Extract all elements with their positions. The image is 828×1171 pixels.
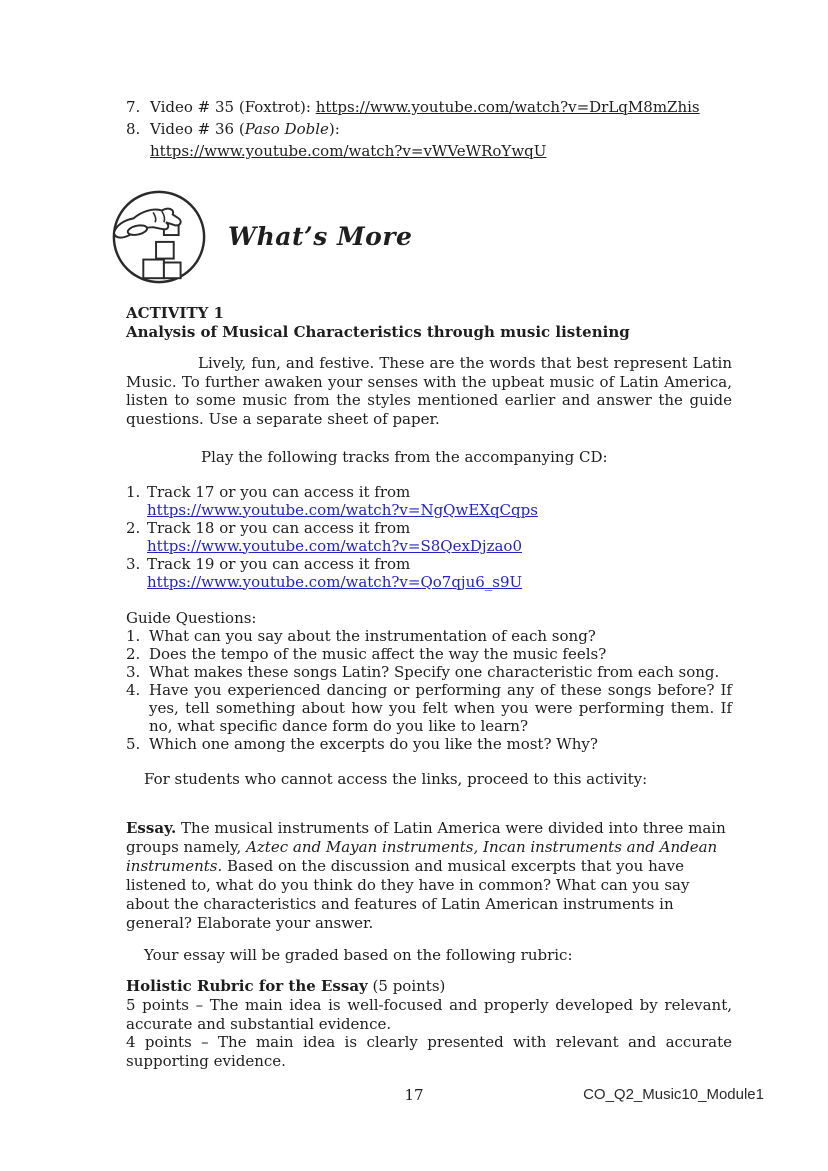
youtube-link[interactable]: https://www.youtube.com/watch?v=NgQwEXqCqps <box>147 500 538 519</box>
essay-italic: Aztec and Mayan instruments, Incan instruments and Andean instruments. <box>126 837 722 875</box>
video-item-italic: Paso Doble <box>244 120 329 138</box>
list-number: 1. <box>126 482 141 501</box>
list-item <box>126 663 732 681</box>
video-item-text: Video # 36 ( <box>150 120 245 138</box>
page-number: 17 <box>404 1086 424 1104</box>
activity-heading <box>126 304 732 342</box>
rubric-item: 5 points – The main idea is well-focused and properly developed by relevant, accurate and substantial evidence. <box>126 996 732 1033</box>
list-item <box>126 645 732 663</box>
essay-text: The musical instruments of Latin America were divided into three main groups namely, <box>126 818 731 856</box>
guide-question: Which one among the excerpts do you like the most? Why? <box>149 735 598 753</box>
list-number: 5. <box>126 735 141 753</box>
play-instruction: Play the following tracks from the accompanying CD: <box>201 448 608 466</box>
list-number: 8. <box>126 120 141 138</box>
section-header <box>108 186 732 288</box>
grading-note: Your essay will be graded based on the following rubric: <box>144 945 573 964</box>
page-content <box>126 96 737 1070</box>
video-item-text: Video # 35 (Foxtrot): <box>150 98 316 116</box>
module-code: CO_Q2_Music10_Module1 <box>583 1086 764 1103</box>
guide-question: What can you say about the instrumentation of each song? <box>149 627 596 645</box>
track-text: Track 19 or you can access it from <box>147 554 411 573</box>
guide-question: Have you experienced dancing or performing any of these songs before? If yes, tell something about how you felt when you were performing them. If no, what specific dance form do you like to learn? <box>149 681 737 735</box>
list-item <box>126 118 732 162</box>
youtube-link[interactable]: https://www.youtube.com/watch?v=vWVeWRoYwqU <box>150 142 547 160</box>
list-number: 7. <box>126 98 141 116</box>
list-number: 3. <box>126 554 141 573</box>
intro-paragraph: Lively, fun, and festive. These are the words that best represent Latin Music. To further awaken your senses with the upbeat music of Latin America, listen to some music from the styles mentioned earlier and answer the guide questions. Use a separate sheet of paper. <box>126 354 732 428</box>
offline-note: For students who cannot access the links, proceed to this activity: <box>144 770 648 788</box>
rubric-heading <box>126 977 732 996</box>
hand-stacking-blocks-icon <box>108 186 210 288</box>
track-text: Track 17 or you can access it from <box>147 482 411 501</box>
video-item-text: ): <box>328 120 340 138</box>
list-item <box>126 483 732 519</box>
list-number: 4. <box>126 681 141 699</box>
list-number: 2. <box>126 645 141 663</box>
activity-title: Analysis of Musical Characteristics through music listening <box>126 323 630 341</box>
track-text: Track 18 or you can access it from <box>147 518 411 537</box>
youtube-link[interactable]: https://www.youtube.com/watch?v=DrLqM8mZhis <box>315 98 700 116</box>
guide-question: What makes these songs Latin? Specify one characteristic from each song. <box>149 663 720 681</box>
rubric-title: Holistic Rubric for the Essay <box>126 977 368 995</box>
youtube-link[interactable]: https://www.youtube.com/watch?v=S8QexDjzao0 <box>147 536 522 555</box>
list-number: 1. <box>126 627 141 645</box>
guide-question: Does the tempo of the music affect the way the music feels? <box>149 645 607 663</box>
list-item <box>126 627 732 645</box>
youtube-link[interactable]: https://www.youtube.com/watch?v=Qo7qju6_s9U <box>147 572 523 591</box>
list-item <box>126 681 737 735</box>
rubric-points: (5 points) <box>367 977 446 995</box>
activity-label: ACTIVITY 1 <box>126 304 224 322</box>
guide-questions-heading: Guide Questions: <box>126 608 257 627</box>
list-item <box>126 519 732 555</box>
essay-text: Based on the discussion and musical excerpts that you have listened to, what do you think do they have in common? What can you say about the characteristics and features of Latin American instruments in general? Elaborate your answer. <box>126 856 695 932</box>
track-list <box>126 483 732 591</box>
video-link-list <box>126 96 732 162</box>
list-number: 3. <box>126 663 141 681</box>
list-number: 2. <box>126 518 141 537</box>
list-item <box>126 555 732 591</box>
rubric-item: 4 points – The main idea is clearly presented with relevant and accurate supporting evidence. <box>126 1033 732 1070</box>
guide-question-list <box>126 627 737 753</box>
list-item <box>126 96 732 118</box>
list-item <box>126 735 732 753</box>
essay-prompt <box>126 819 732 933</box>
section-title: What’s More <box>228 222 413 251</box>
essay-label: Essay. <box>126 818 177 837</box>
